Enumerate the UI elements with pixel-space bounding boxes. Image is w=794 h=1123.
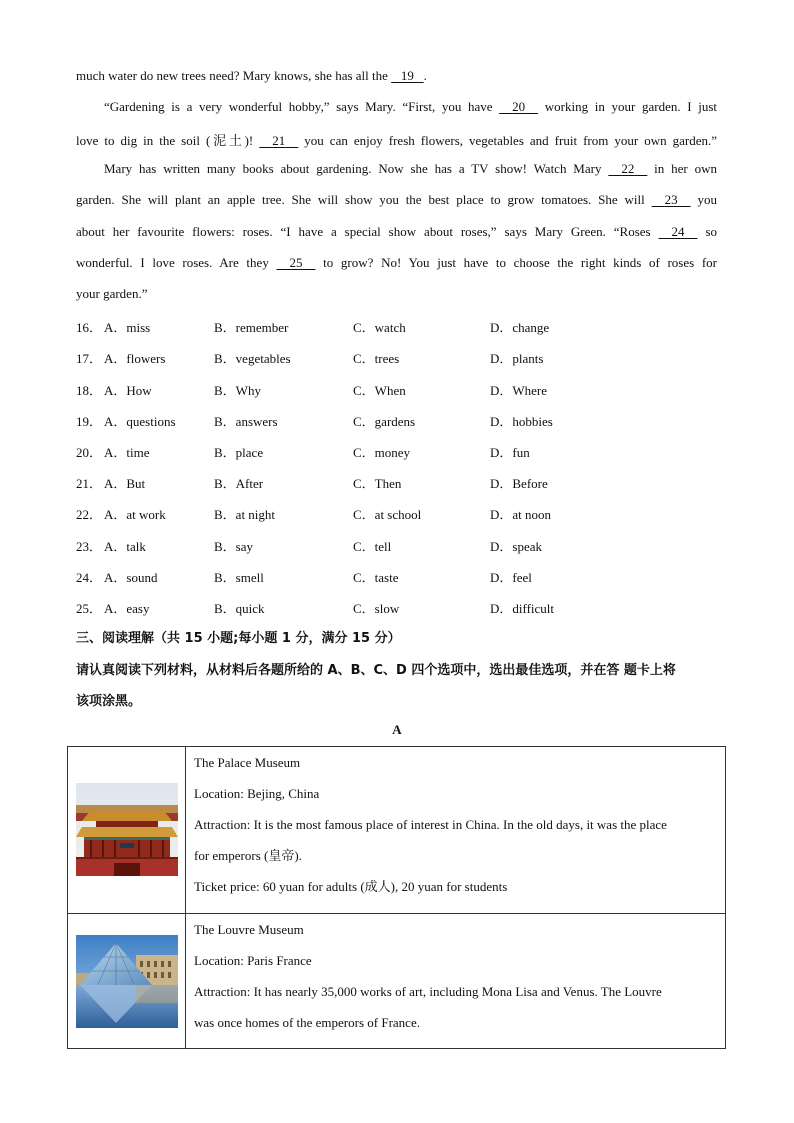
museum-ticket: Ticket price: 60 yuan for adults (成人), 20 yuan for students	[194, 879, 508, 894]
blank-20: 20	[512, 99, 526, 114]
option-a: A．time	[104, 445, 150, 460]
museum-table	[67, 746, 726, 1049]
blank-25: 25	[289, 255, 303, 270]
museum-name: The Louvre Museum	[194, 922, 304, 937]
option-d: D．change	[490, 320, 550, 335]
option-a: A．talk	[104, 539, 146, 554]
question-number: 23．	[76, 539, 103, 554]
museum-attraction-cont: for emperors (皇帝).	[194, 848, 302, 863]
passage-text: .	[423, 68, 427, 83]
option-d: D．hobbies	[490, 414, 553, 429]
option-b: B．answers	[214, 414, 278, 429]
question-number: 22．	[76, 507, 103, 522]
option-c: C．Then	[353, 476, 402, 491]
passage-text: in her own	[647, 161, 717, 176]
option-c: C．money	[353, 445, 411, 460]
option-c: C．watch	[353, 320, 406, 335]
museum-name: The Palace Museum	[194, 755, 301, 770]
blank-24: 24	[671, 224, 685, 239]
option-a: A．easy	[104, 601, 150, 616]
section-instructions: 请认真阅读下列材料，从材料后各题所给的 A、B、C、D 四个选项中，选出最佳选项，并在答 题卡上将	[76, 663, 676, 678]
blank-19: 19	[400, 68, 414, 83]
option-d: D．speak	[490, 539, 542, 554]
option-a: A．sound	[104, 570, 158, 585]
louvre-museum-photo	[76, 935, 178, 1028]
passage-line-6	[76, 224, 717, 240]
blank-22: 22	[621, 161, 635, 176]
palace-museum-photo	[76, 783, 178, 876]
image-cell	[68, 747, 186, 914]
passage-text: to grow? No! You just have to choose the right kinds of roses for	[315, 255, 718, 270]
option-c: C．tell	[353, 539, 392, 554]
passage-text: “Gardening is a very wonderful hobby,” says Mary. “First, you have	[104, 99, 500, 114]
option-b: B．vegetables	[214, 351, 291, 366]
passage-line-5	[76, 192, 717, 208]
question-number: 20．	[76, 445, 103, 460]
passage-text: wonderful. I love roses. Are they	[76, 255, 277, 270]
passage-line-3	[76, 130, 717, 149]
option-b: B．remember	[214, 320, 289, 335]
option-d: D．Where	[490, 383, 548, 398]
option-d: D．Before	[490, 476, 548, 491]
question-number: 25．	[76, 601, 103, 616]
option-b: B．smell	[214, 570, 264, 585]
passage-text: much water do new trees need? Mary knows, she has all the	[76, 68, 392, 83]
passage-line-7	[76, 255, 717, 271]
option-d: D．plants	[490, 351, 544, 366]
museum-info-cell	[186, 747, 726, 914]
option-d: D．difficult	[490, 601, 555, 616]
option-b: B．at night	[214, 507, 276, 522]
passage-text: working in your garden. I just	[538, 99, 717, 114]
passage-line-1	[76, 68, 427, 84]
option-b: B．Why	[214, 383, 261, 398]
museum-info-cell	[186, 914, 726, 1049]
option-c: C．gardens	[353, 414, 416, 429]
passage-line-4	[104, 161, 717, 177]
passage-label: A	[392, 722, 402, 737]
passage-text: you	[690, 192, 717, 207]
museum-attraction: Attraction: It is the most famous place of interest in China. In the old days, it was the place	[194, 817, 667, 832]
option-c: C．taste	[353, 570, 399, 585]
blank-21: 21	[272, 133, 286, 148]
museum-location: Location: Paris France	[194, 953, 312, 968]
section-title: 三、阅读理解（共 15 小题;每小题 1 分，满分 15 分）	[76, 631, 401, 646]
option-c: C．at school	[353, 507, 422, 522]
section-instructions-cont: 该项涂黑。	[76, 694, 142, 709]
blank-23: 23	[664, 192, 678, 207]
museum-attraction: Attraction: It has nearly 35,000 works of art, including Mona Lisa and Venus. The Louvre	[194, 984, 662, 999]
question-number: 18．	[76, 383, 103, 398]
option-b: B．say	[214, 539, 254, 554]
table-row	[68, 914, 726, 1049]
option-d: D．at noon	[490, 507, 552, 522]
passage-text: you can enjoy fresh flowers, vegetables and fruit from your own garden.”	[298, 133, 717, 148]
option-a: A．questions	[104, 414, 176, 429]
image-cell	[68, 914, 186, 1049]
question-number: 24．	[76, 570, 103, 585]
question-number: 17．	[76, 351, 103, 366]
option-a: A．at work	[104, 507, 166, 522]
passage-text: so	[697, 224, 718, 239]
option-d: D．fun	[490, 445, 530, 460]
option-a: A．How	[104, 383, 152, 398]
option-c: C．trees	[353, 351, 400, 366]
passage-line-2	[104, 99, 717, 115]
passage-text: Mary has written many books about gardening. Now she has a TV show! Watch Mary	[104, 161, 609, 176]
option-b: B．quick	[214, 601, 265, 616]
question-number: 16．	[76, 320, 103, 335]
museum-attraction-cont: was once homes of the emperors of France.	[194, 1015, 420, 1030]
passage-line-8: your garden.”	[76, 286, 148, 301]
option-a: A．flowers	[104, 351, 166, 366]
option-c: C．When	[353, 383, 406, 398]
option-c: C．slow	[353, 601, 400, 616]
option-a: A．But	[104, 476, 146, 491]
passage-text: garden. She will plant an apple tree. She will show you the best place to grow tomatoes. She will	[76, 192, 652, 207]
question-number: 19．	[76, 414, 103, 429]
passage-text: about her favourite flowers: roses. “I have a special show about roses,” says Mary Green. “Roses	[76, 224, 659, 239]
option-a: A．miss	[104, 320, 151, 335]
table-row	[68, 747, 726, 914]
option-d: D．feel	[490, 570, 532, 585]
option-b: B．After	[214, 476, 264, 491]
passage-text: love to dig in the soil (泥土)!	[76, 133, 260, 148]
question-number: 21．	[76, 476, 103, 491]
museum-location: Location: Bejing, China	[194, 786, 320, 801]
option-b: B．place	[214, 445, 264, 460]
